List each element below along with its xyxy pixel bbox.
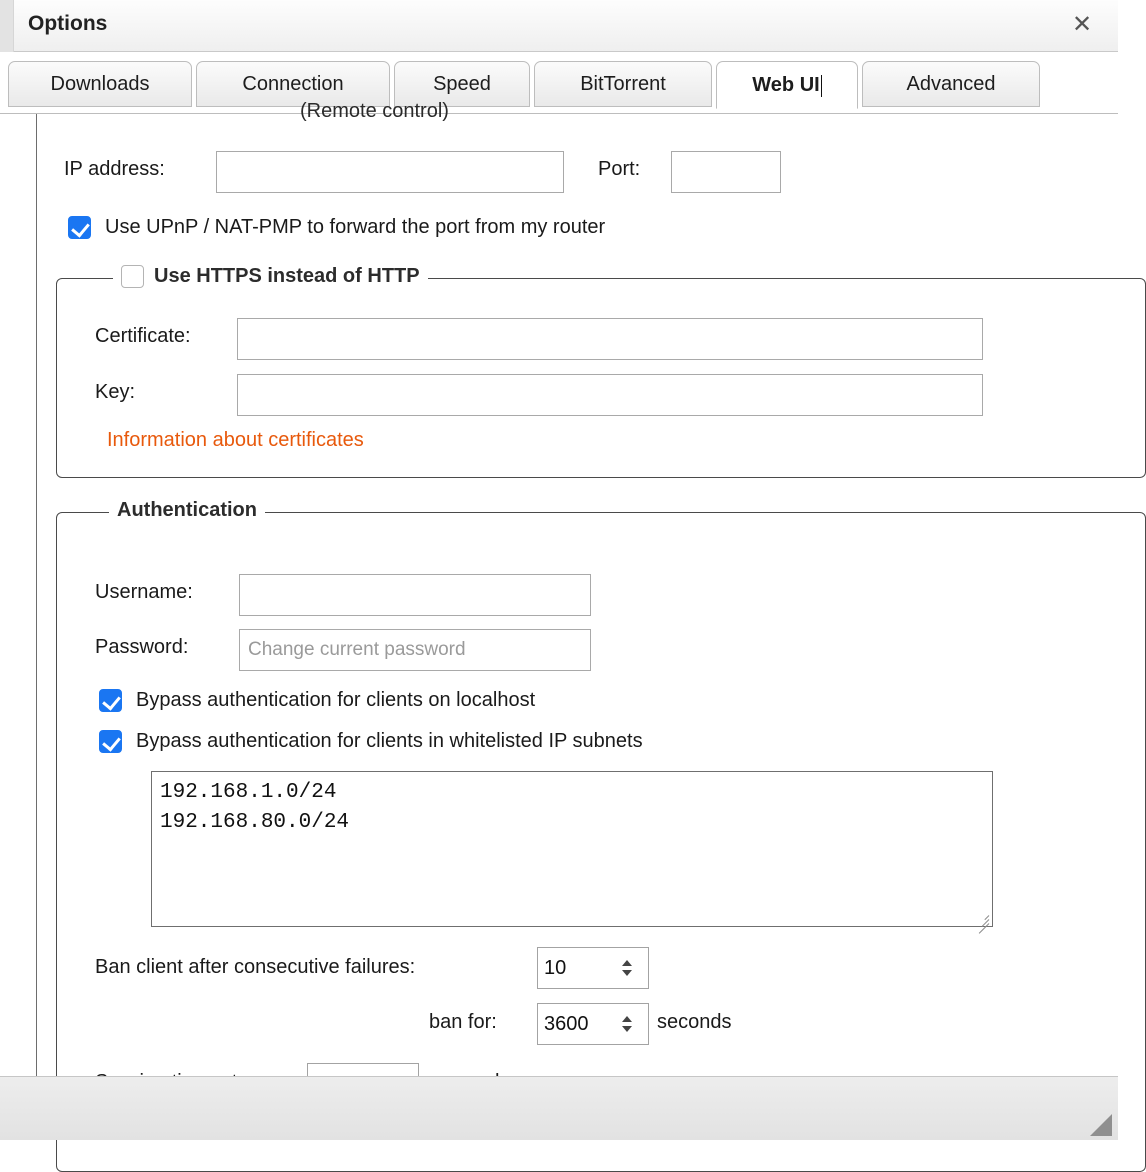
ban-failures-stepper[interactable]	[618, 948, 638, 988]
https-group-title	[113, 265, 428, 288]
ban-duration-units: seconds	[657, 1011, 732, 1033]
ban-duration-input[interactable]	[538, 1004, 618, 1044]
tab-bittorrent[interactable]	[534, 61, 712, 107]
bypass-subnets-row[interactable]	[99, 730, 643, 753]
ban-failures-label: Ban client after consecutive failures:	[95, 956, 416, 978]
ban-duration-spinner[interactable]	[537, 1003, 649, 1045]
https-group-title-label: Use HTTPS instead of HTTP	[154, 265, 420, 287]
upnp-checkbox[interactable]	[68, 216, 91, 239]
window-left-edge	[0, 0, 14, 52]
tab-bar	[0, 52, 1118, 114]
https-checkbox[interactable]	[121, 265, 144, 288]
key-label: Key:	[95, 381, 136, 403]
group-left-border	[36, 114, 37, 1076]
username-input[interactable]	[239, 574, 591, 616]
port-input[interactable]	[671, 151, 781, 193]
chevron-up-icon[interactable]	[622, 1016, 632, 1022]
username-label: Username:	[95, 581, 193, 603]
text-caret	[821, 75, 822, 97]
certificate-input[interactable]	[237, 318, 983, 360]
bypass-localhost-label: Bypass authentication for clients on localhost	[136, 689, 536, 711]
ban-failures-spinner[interactable]	[537, 947, 649, 989]
whitelisted-subnets-textarea[interactable]	[151, 771, 993, 927]
chevron-down-icon[interactable]	[622, 970, 632, 976]
title-bar	[0, 0, 1118, 52]
tab-downloads[interactable]	[8, 61, 192, 107]
ip-address-label: IP address:	[64, 158, 165, 180]
ban-duration-stepper[interactable]	[618, 1004, 638, 1044]
certificate-label: Certificate:	[95, 325, 191, 347]
ban-duration-label: ban for:	[429, 1011, 497, 1033]
tab-web-ui-label: Web UI	[752, 73, 820, 96]
port-label: Port:	[598, 158, 641, 180]
tab-advanced-label: Advanced	[906, 72, 996, 95]
ip-address-input[interactable]	[216, 151, 564, 193]
password-input[interactable]	[239, 629, 591, 671]
bypass-subnets-label: Bypass authentication for clients in whitelisted IP subnets	[136, 730, 643, 752]
upnp-label: Use UPnP / NAT-PMP to forward the port from my router	[105, 216, 606, 238]
password-label: Password:	[95, 636, 189, 658]
page-title: Options	[28, 12, 108, 35]
authentication-group-title	[109, 499, 265, 522]
window-resize-grip[interactable]	[1086, 1110, 1112, 1136]
tab-connection-label: Connection	[242, 72, 344, 95]
authentication-group-title-label: Authentication	[117, 499, 257, 521]
bypass-subnets-checkbox[interactable]	[99, 730, 122, 753]
close-icon[interactable]: ✕	[1071, 11, 1093, 38]
tab-bittorrent-label: BitTorrent	[580, 72, 666, 95]
https-group	[56, 265, 1146, 478]
tab-downloads-label: Downloads	[50, 72, 150, 95]
tab-web-ui[interactable]	[716, 61, 858, 109]
clipped-group-title: (Remote control)	[300, 100, 449, 122]
certificates-info-link[interactable]: Information about certificates	[107, 429, 364, 451]
ban-failures-input[interactable]	[538, 948, 618, 988]
tab-speed-label: Speed	[433, 72, 491, 95]
chevron-down-icon[interactable]	[622, 1026, 632, 1032]
bypass-localhost-row[interactable]	[99, 689, 535, 712]
chevron-up-icon[interactable]	[622, 960, 632, 966]
upnp-checkbox-row[interactable]	[68, 216, 605, 239]
authentication-group	[56, 499, 1146, 1172]
key-input[interactable]	[237, 374, 983, 416]
web-ui-panel	[0, 100, 1118, 1076]
dialog-footer	[0, 1076, 1118, 1140]
bypass-localhost-checkbox[interactable]	[99, 689, 122, 712]
tab-advanced[interactable]	[862, 61, 1040, 107]
